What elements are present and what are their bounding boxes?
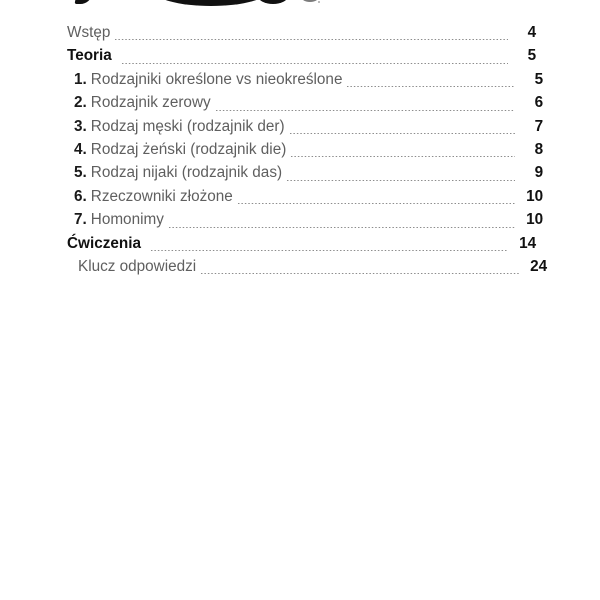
toc-entry-title: Wstęp bbox=[67, 24, 111, 41]
toc-entry-number: 5. bbox=[74, 164, 87, 182]
toc-entry-title: Klucz odpowiedzi bbox=[78, 257, 197, 275]
toc-entry-number: 3. bbox=[74, 117, 87, 135]
toc-entry-number: 6. bbox=[74, 187, 87, 205]
toc-leader-dots bbox=[289, 133, 515, 134]
masthead-glyph-fragment bbox=[152, 0, 270, 6]
toc-leader-dots bbox=[114, 39, 508, 40]
toc-entry[interactable] bbox=[67, 161, 543, 184]
toc-leader-dots bbox=[150, 250, 508, 251]
toc-leader-dots bbox=[237, 203, 515, 204]
toc-entry-title: Ćwiczenia bbox=[67, 234, 141, 252]
masthead-glyph-fragment bbox=[75, 0, 94, 4]
toc-entry-page-number: 10 bbox=[526, 211, 543, 229]
toc-entry-number: 7. bbox=[74, 211, 87, 229]
toc-entry[interactable] bbox=[67, 232, 536, 255]
toc-entry-title: Teoria bbox=[67, 47, 112, 65]
masthead-glyph-fragment bbox=[258, 0, 288, 4]
toc-entry-page-number: 10 bbox=[526, 187, 543, 205]
toc-leader-dots bbox=[286, 180, 515, 181]
toc-entry-page-number: 5 bbox=[527, 47, 536, 65]
toc-entry-page-number: 14 bbox=[519, 234, 536, 252]
masthead-glyph-fragment bbox=[318, 1, 320, 3]
table-of-contents bbox=[67, 21, 547, 278]
toc-entry-title: Rodzajniki określone vs nieokreślone bbox=[90, 70, 343, 88]
toc-entry[interactable] bbox=[67, 255, 547, 278]
toc-entry-title: Rodzaj męski (rodzajnik der) bbox=[90, 117, 285, 135]
toc-entry-page-number: 5 bbox=[534, 70, 543, 88]
toc-entry-number: 1. bbox=[74, 70, 87, 88]
toc-entry-title: Rodzajnik zerowy bbox=[90, 94, 211, 112]
toc-entry-page-number: 7 bbox=[534, 117, 543, 135]
toc-entry-page-number: 4 bbox=[527, 24, 536, 41]
toc-leader-dots bbox=[290, 156, 515, 157]
toc-leader-dots bbox=[168, 227, 515, 228]
toc-entry-title: Rzeczowniki złożone bbox=[90, 187, 233, 205]
toc-entry[interactable] bbox=[67, 115, 543, 138]
toc-entry-number: 2. bbox=[74, 94, 87, 112]
toc-leader-dots bbox=[121, 63, 508, 64]
toc-entry[interactable] bbox=[67, 21, 536, 44]
toc-entry-page-number: 8 bbox=[534, 140, 543, 158]
toc-entry[interactable] bbox=[67, 44, 536, 67]
toc-entry[interactable] bbox=[67, 91, 543, 114]
toc-entry-page-number: 24 bbox=[530, 257, 547, 275]
toc-leader-dots bbox=[346, 86, 515, 87]
toc-entry[interactable] bbox=[67, 208, 543, 231]
toc-entry-page-number: 9 bbox=[534, 164, 543, 182]
cropped-masthead-graphic bbox=[0, 0, 600, 14]
toc-entry[interactable] bbox=[67, 185, 543, 208]
toc-leader-dots bbox=[215, 110, 515, 111]
toc-leader-dots bbox=[200, 273, 519, 274]
masthead-glyph-fragment bbox=[300, 0, 320, 2]
toc-entry[interactable] bbox=[67, 68, 543, 91]
toc-entry[interactable] bbox=[67, 138, 543, 161]
toc-entry-title: Rodzaj nijaki (rodzajnik das) bbox=[90, 164, 283, 182]
toc-entry-page-number: 6 bbox=[534, 94, 543, 112]
toc-entry-number: 4. bbox=[74, 140, 87, 158]
toc-entry-title: Homonimy bbox=[90, 211, 164, 229]
toc-entry-title: Rodzaj żeński (rodzajnik die) bbox=[90, 140, 287, 158]
